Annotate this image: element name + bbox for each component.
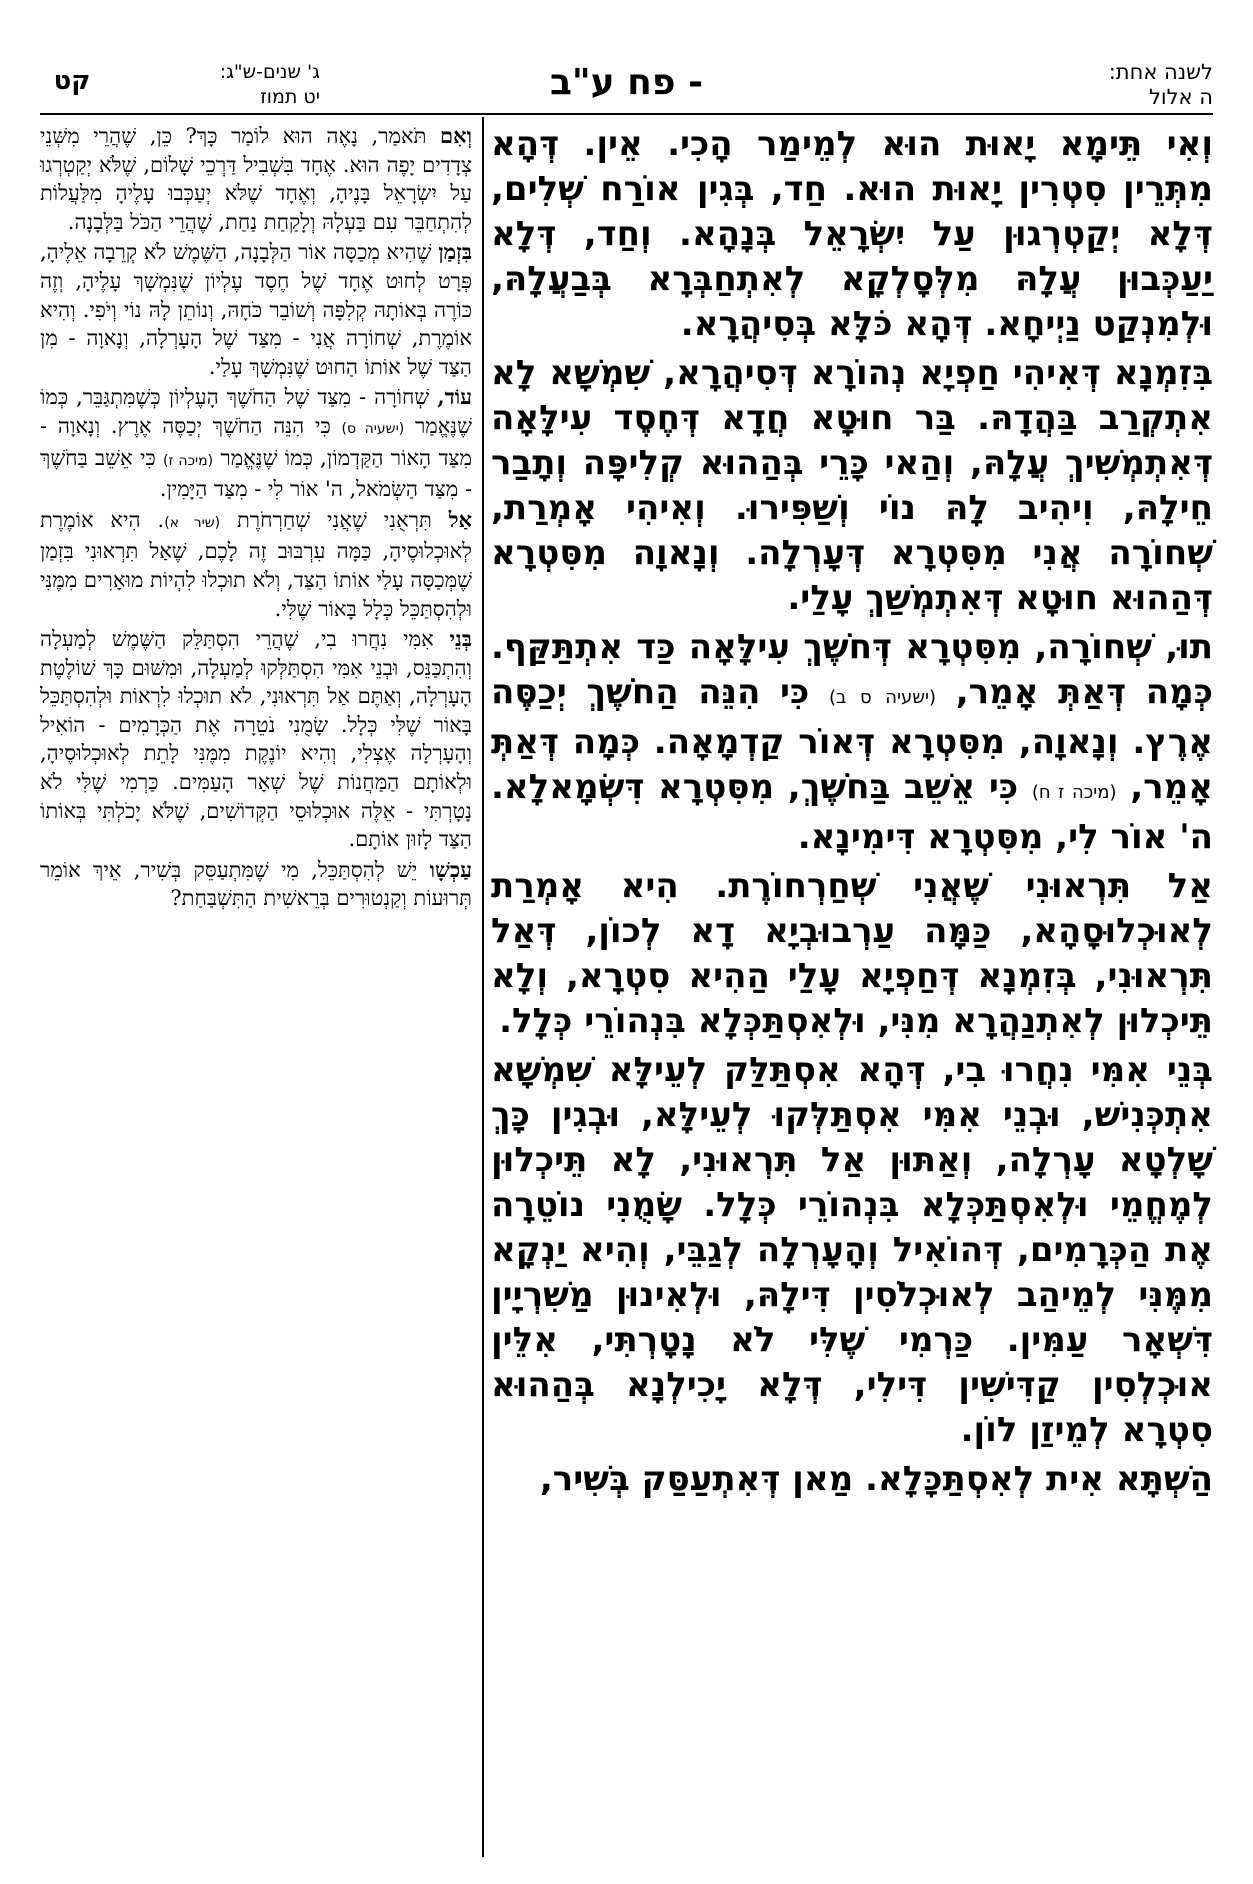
verse-reference: (מיכה ז) <box>163 452 214 469</box>
translation-paragraph-text: יֵשׁ לְהִסְתַּכֵּל, מִי שֶׁמִּתְעַסֵּק בְּשִׁיר, אֵיךְ אוֹמֵר תְּרוּעוֹת וְקַנְטוּרִים בְּרֵאשִׁית הַתִּשְׁבַּחַת? <box>40 857 472 911</box>
translation-paragraph-text: תִּרְאֻנִי שֶׁאֲנִי שְׁחַרְחֹרֶת <box>220 507 449 532</box>
page-title: - פח ע"ב <box>549 62 704 103</box>
translation-paragraph-lead: עַכְשָׁו <box>429 856 472 882</box>
translation-paragraph <box>40 856 472 913</box>
main-paragraph-text: אִית לְאִסְתַּכָּלָא. מַאן דְּאִתְעַסַּק בְּשִׁיר, <box>539 1459 1116 1499</box>
main-paragraph-text: כִּי הִנֵּה הַחֹשֶׁךְ יְכַסֶּה אֶרֶץ. וְנָאוָה, מִסִּטְרָא דְּאוֹר קַדְמָאָה. כְּמָה דְּאַתְּ אָמֵר, <box>491 672 1213 807</box>
header-rule <box>40 113 1213 115</box>
main-paragraph-text: תִּרְאוּנִי שֶׁאֲנִי שְׁחַרְחוֹרֶת. הִיא אָמְרַת לְאוּכְלוּסָהָא, כַּמָּה עַרְבוּבְיָא דָא לְכוֹן, דְּאַל תִּרְאוּנִי, בְּזִמְנָא דְּחַפְיָא עָלַי הַהִיא סִטְרָא, וְלָא תֵּיכְלוּן לְאִתְנַהֲרָא מִנִּי, וּלְאִסְתַּכְּלָא בִּנְהוֹרֵי כְּלָל. <box>491 866 1213 1041</box>
translation-paragraph-lead: וְאִם <box>440 123 472 148</box>
main-paragraph-text: תֵּימָא יָאוּת הוּא לְמֵימַר הָכִי. אֵין. דְּהָא מִתְּרֵין סִטְרִין יָאוּת הוּא. חַד, בְּגִין אוֹרַח שְׁלִים, דְּלָא יְקַטְרְגוּן עַל יִשְׂרָאֵל בְּנָהָא. וְחַד, דְּלָא יַעַכְּבוּן עֲלָהּ מִלְּסָלְקָא לְאִתְחַבְּרָא בְּבַעֲלָהּ, וּלְמִנְקַט נַיְיחָא. דְּהָא כֹּלָּא בְּסִיהֲרָא. <box>491 124 1213 344</box>
verse-reference: (מיכה ז ח) <box>1031 782 1117 803</box>
main-paragraph-lead: הַשְׁתָּא <box>1115 1459 1213 1499</box>
main-paragraph-lead: בְּנֵי <box>1166 1050 1213 1090</box>
translation-paragraph-lead: אַל <box>448 506 473 532</box>
translation-paragraph-text: שֶׁהִיא מְכַסָּה אוֹר הַלְּבָנָה, הַשֶּׁמֶשׁ לֹא קְרֵבָה אֵלֶיהָ, פְּרָט לְחוּט אֶחָד שֶׁל חֶסֶד עֶלְיוֹן שֶׁנִּמְשָׁךְ עָלֶיהָ, וְזֶה כּוֹרֶה בְּאוֹתָהּ קְלִפָּה וְשׁוֹבֵר כֹּחָהּ, וְנוֹתֵן לָהּ נוֹי וְיֹפִי. וְהִיא אוֹמֶרֶת, שְׁחוֹרָה אֲנִי - מִצַּד שֶׁל הָעָרְלָה, וְנָאוָה - מִן הַצַּד שֶׁל אוֹתוֹ הַחוּט שֶׁנִּמְשָׁךְ עָלַי. <box>39 240 472 379</box>
main-paragraph-text: כִּי אֵשֵׁב בַּחֹשֶׁךְ, מִסִּטְרָא דִּשְׂמָאלָא. ה' אוֹר לִי, מִסִּטְרָא דִּימִינָא. <box>491 767 1213 857</box>
main-paragraph <box>491 1457 1213 1502</box>
header-year-schedule: לשנה אחת: <box>1108 60 1213 84</box>
translation-paragraph-text: כִּי הִנֵּה הַחֹשֶׁךְ יְכַסֶּה אֶרֶץ. וְנָאוָה - מִצַּד הָאוֹר הַקַּדְמוֹן, כְּמוֹ שֶׁנֶּאֱמַר <box>40 413 472 470</box>
main-paragraph-text: אִמִּי נִחֲרוּ בִי, דְּהָא אִסְתַּלַּק לְעֵילָּא שִׁמְשָׁא אִתְכְּנִישׁ, וּבְנֵי אִמִּי אִסְתַּלְּקוּ לְעֵילָּא, וּבְגִין כָּךְ שָׁלְטָא עָרְלָה, וְאַתּוּן אַל תִּרְאוּנִי, לָא תֵּיכְלוּן לְמֶחֱמֵי וּלְאִסְתַּכְּלָא בִּנְהוֹרֵי כְּלָל. שָׂמֻנִי נוֹטֵרָה אֶת הַכְּרָמִים, דְּהוֹאִיל וְהָעָרְלָה לְגַבֵּי, וְהִיא יַנְקָא מִמֶּנִּי לְמֵיהַב לְאוּכְלֹסִין דִּילָהּ, וּלְאִינוּן מַשִׁרְיָין דִּשְׁאָר עַמִּין. כַּרְמִי שֶׁלִּי לֹא נָטָרְתִּי, אִלֵּין אוּכְלְסִין קַדִּישִׁין דִּילִי, דְּלָא יָכִילְנָא בְּהַהוּא סִטְרָא לְמֵיזַן לוֹן. <box>491 1050 1213 1450</box>
main-paragraph-lead: אַל <box>1167 866 1213 906</box>
translation-paragraph-lead: בִּזְמַן <box>438 239 472 265</box>
header-left <box>140 60 320 110</box>
header-date: ה אלול <box>1148 85 1213 109</box>
header-three-year-schedule: ג' שנים-ש"ג: <box>219 61 320 83</box>
main-column <box>491 122 1213 1862</box>
main-paragraph-text: שְׁחוֹרָה, מִסִּטְרָא דְּחֹשֶׁךְ עִילָּאָה כַּד אִתְתַּקַּף. כְּמָה דְּאַתְּ אָמֵר, <box>491 627 1213 712</box>
verse-reference: (ישעיה ס ב) <box>828 687 937 708</box>
translation-paragraph <box>40 625 472 854</box>
page-number: קט <box>53 66 91 96</box>
main-paragraph-text: דְּאִיהִי חַפְיָא נְהוֹרָא דְּסִיהֲרָא, שִׁמְשָׁא לָא אִתְקְרַב בַּהֲדָהּ. בַּר חוּטָא חֲדָא דְּחֶסֶד עִילָּאָה דְּאִתְמְשִׁיךְ עֲלָהּ, וְהַאי כָּרֵי בְּהַהוּא קְלִיפָּה וְתָבַר חֵילָהּ, וִיהִיב לָהּ נוֹי וְשַׁפִּירוּ. וְאִיהִי אָמְרַת, שְׁחוֹרָה אֲנִי מִסִּטְרָא דְּעָרְלָה. וְנָאוָה מִסִּטְרָא דְּהַהוּא חוּטָא דְּאִתְמְשַׁךְ עָלַי. <box>491 353 1213 618</box>
main-paragraph-lead: תוּ, <box>1165 627 1213 667</box>
main-paragraph <box>491 351 1213 621</box>
header-alt-date: יט תמוז <box>260 86 320 108</box>
main-paragraph <box>491 1048 1213 1453</box>
verse-reference: (ישעיה ס) <box>341 420 405 437</box>
translation-paragraph <box>40 122 472 236</box>
main-paragraph-lead: בִּזִמְנָא <box>1113 353 1213 393</box>
translation-paragraph-text: שְׁחוֹרָה - מִצַּד שֶׁל הַחֹשֶׁךְ הָעֶלְיוֹן כְּשֶׁמִּתְגַּבֵּר, כְּמוֹ שֶׁנֶּאֱמַר <box>40 385 473 438</box>
main-paragraph-lead: וְאִי <box>1166 124 1213 164</box>
translation-paragraph <box>40 383 472 503</box>
translation-paragraph <box>40 238 472 381</box>
translation-paragraph-text: אִמִּי נִחֲרוּ בִי, שֶׁהֲרֵי הִסְתַּלֵּק הַשֶּׁמֶשׁ לְמַעְלָה וְהִתְכַּנֵּס, וּבְנֵי אִמִּי הִסְתַּלְּקוּ לְמַעְלָה, וּמִשּׁוּם כָּךְ שׁוֹלֶטֶת הָעָרְלָה, וְאַתֶּם אַל תִּרְאוּנִי, לֹא תוּכְלוּ לִרְאוֹת וּלְהִסְתַּכֵּל בָּאוֹר שֶׁלִּי כְּלָל. שָׂמֻנִי נֹטֵרָה אֶת הַכְּרָמִים - הוֹאִיל וְהָעָרְלָה אֶצְלִי, וְהִיא יוֹנֶקֶת מִמֶּנִּי לָתֵת לְאוּכְלוּסֶיהָ, וּלְאוֹתָם הַמַּחֲנוֹת שֶׁל שְׁאָר הָעַמִּים. כַּרְמִי שֶׁלִּי לֹא נָטָרְתִּי - אֵלֶּה אוּכְלוּסֵי הַקְּדוֹשִׁים, שֶׁלֹּא יָכֹלְתִּי בְּאוֹתוֹ הַצַּד לָזוּן אוֹתָם. <box>40 627 472 852</box>
main-paragraph <box>491 864 1213 1044</box>
translation-paragraph-text: . הִיא אוֹמֶרֶת לְאוּכְלוּסֶיהָ, כַּמָּה עִרְבּוּב זֶה לָכֶם, שֶׁאַל תִּרְאוּנִי בִּזְמַן שֶׁמְּכַסָּה עָלַי אוֹתוֹ הַצַּד, וְלֹא תוּכְלוּ לִהְיוֹת מוּאָרִים מִמֶּנִּי וּלְהִסְתַּכֵּל כְּלָל בָּאוֹר שֶׁלִּי. <box>40 507 472 621</box>
column-divider <box>482 117 484 1857</box>
translation-paragraph <box>40 506 472 623</box>
main-paragraph <box>491 625 1213 860</box>
translation-paragraph-text: תֹּאמַר, נָאֶה הוּא לוֹמַר כָּךְ? כֵּן, שֶׁהֲרֵי מִשְּׁנֵי צְדָדִים יָפֶה הוּא. אֶחָד בִּשְׁבִיל דַּרְכֵי שָׁלוֹם, שֶׁלֹּא יְקַטְרְגוּ עַל יִשְׂרָאֵל בָּנֶיהָ, וְאֶחָד שֶׁלֹּא יְעַכְּבוּ עָלֶיהָ מִלַּעֲלוֹת לְהִתְחַבֵּר עִם בַּעְלָהּ וְלָקַחַת נַחַת, שֶׁהֲרֵי הַכֹּל בַּלְּבָנָה. <box>40 124 472 234</box>
verse-reference: (שיר א) <box>164 514 221 531</box>
translation-paragraph-lead: עוֹד, <box>437 384 472 410</box>
translation-paragraph-lead: בְּנֵי <box>449 626 472 652</box>
main-paragraph <box>491 122 1213 347</box>
translation-column <box>40 122 472 1862</box>
translation-paragraph-text: כִּי אֵשֵׁב בַּחֹשֶׁךְ - מִצַּד הַשְּׂמֹאל, ה' אוֹר לִי - מִצַּד הַיָּמִין. <box>40 445 472 502</box>
